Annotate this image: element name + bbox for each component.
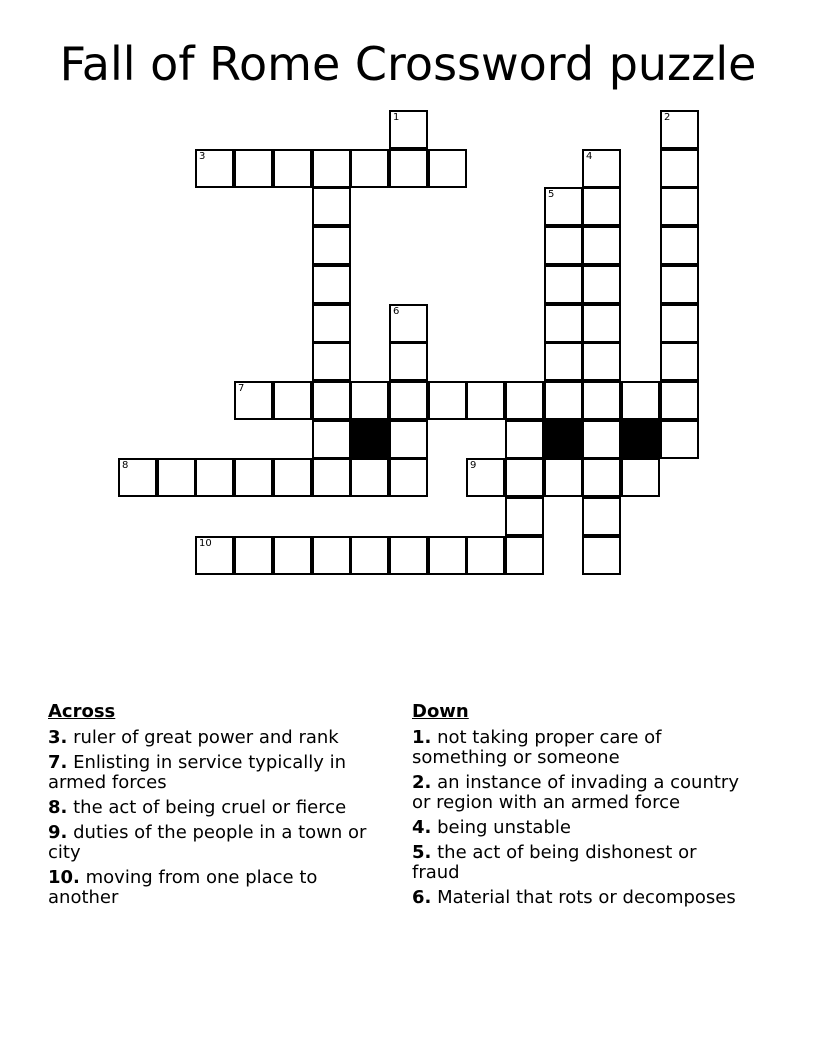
clue-text: being unstable: [437, 817, 571, 838]
grid-cell[interactable]: [428, 381, 467, 420]
grid-cell[interactable]: [660, 110, 699, 149]
grid-cell[interactable]: [544, 342, 583, 381]
grid-cell[interactable]: [350, 381, 389, 420]
grid-cell[interactable]: [466, 536, 505, 575]
clue-across-3: [48, 728, 378, 748]
grid-cell[interactable]: [118, 458, 157, 497]
clue-text: not taking proper care of something or someone: [412, 727, 662, 768]
black-cell: [350, 420, 389, 459]
clue-number-label: 2: [664, 112, 671, 123]
grid-cell[interactable]: [389, 381, 428, 420]
grid-cell[interactable]: [660, 420, 699, 459]
clue-number-label: 6: [393, 306, 400, 317]
grid-cell[interactable]: [389, 149, 428, 188]
grid-cell[interactable]: [544, 458, 583, 497]
clue-number: 5.: [412, 842, 432, 863]
grid-cell[interactable]: [273, 381, 312, 420]
grid-cell[interactable]: [389, 458, 428, 497]
grid-cell[interactable]: [234, 149, 273, 188]
grid-cell[interactable]: [582, 420, 621, 459]
clue-text: duties of the people in a town or city: [48, 822, 367, 863]
grid-cell[interactable]: [195, 536, 234, 575]
grid-cell[interactable]: [350, 458, 389, 497]
grid-cell[interactable]: [660, 381, 699, 420]
grid-cell[interactable]: [544, 187, 583, 226]
grid-cell[interactable]: [660, 342, 699, 381]
grid-cell[interactable]: [660, 265, 699, 304]
grid-cell[interactable]: [660, 149, 699, 188]
grid-cell[interactable]: [234, 536, 273, 575]
grid-cell[interactable]: [234, 381, 273, 420]
grid-cell[interactable]: [312, 458, 351, 497]
grid-cell[interactable]: [312, 304, 351, 343]
grid-cell[interactable]: [273, 149, 312, 188]
clue-number-label: 1: [393, 112, 400, 123]
clue-down-2: [412, 773, 742, 813]
grid-cell[interactable]: [350, 149, 389, 188]
grid-cell[interactable]: [195, 149, 234, 188]
clue-down-1: [412, 728, 742, 768]
clue-across-9: [48, 823, 378, 863]
clue-number: 1.: [412, 727, 432, 748]
grid-cell[interactable]: [660, 226, 699, 265]
black-cell: [621, 420, 660, 459]
grid-cell[interactable]: [621, 381, 660, 420]
clue-number: 6.: [412, 887, 432, 908]
grid-cell[interactable]: [466, 458, 505, 497]
clue-across-8: [48, 798, 378, 818]
clue-down-6: [412, 888, 742, 908]
clue-across-7: [48, 753, 378, 793]
grid-cell[interactable]: [582, 149, 621, 188]
grid-cell[interactable]: [505, 420, 544, 459]
clue-number: 8.: [48, 797, 68, 818]
black-cell: [544, 420, 583, 459]
grid-cell[interactable]: [312, 381, 351, 420]
clue-number-label: 5: [548, 189, 555, 200]
grid-cell[interactable]: [312, 226, 351, 265]
grid-cell[interactable]: [312, 536, 351, 575]
grid-cell[interactable]: [312, 420, 351, 459]
grid-cell[interactable]: [389, 304, 428, 343]
clue-text: Enlisting in service typically in armed forces: [48, 752, 347, 793]
clue-text: the act of being cruel or fierce: [73, 797, 347, 818]
grid-cell[interactable]: [466, 381, 505, 420]
grid-cell[interactable]: [660, 304, 699, 343]
grid-cell[interactable]: [621, 458, 660, 497]
down-heading: Down: [412, 701, 469, 722]
grid-cell[interactable]: [389, 536, 428, 575]
clue-number-label: 9: [470, 460, 477, 471]
clue-number: 7.: [48, 752, 68, 773]
clue-text: ruler of great power and rank: [73, 727, 339, 748]
grid-cell[interactable]: [505, 536, 544, 575]
clue-text: Material that rots or decomposes: [437, 887, 736, 908]
grid-cell[interactable]: [582, 458, 621, 497]
grid-cell[interactable]: [582, 536, 621, 575]
across-heading: Across: [48, 701, 116, 722]
clue-number: 2.: [412, 772, 432, 793]
clue-text: an instance of invading a country or region with an armed force: [412, 772, 739, 813]
grid-cell[interactable]: [582, 187, 621, 226]
grid-cell[interactable]: [273, 458, 312, 497]
grid-cell[interactable]: [582, 342, 621, 381]
clue-number: 9.: [48, 822, 68, 843]
grid-cell[interactable]: [582, 381, 621, 420]
clue-number-label: 3: [199, 151, 206, 162]
clue-number-label: 7: [238, 383, 245, 394]
clue-number-label: 8: [122, 460, 129, 471]
grid-cell[interactable]: [505, 381, 544, 420]
clue-down-5: [412, 843, 742, 883]
grid-cell[interactable]: [312, 187, 351, 226]
grid-cell[interactable]: [312, 149, 351, 188]
clue-across-10: [48, 868, 378, 908]
grid-cell[interactable]: [428, 536, 467, 575]
down-clues: [412, 702, 742, 913]
page-title: Fall of Rome Crossword puzzle: [59, 37, 757, 91]
grid-cell[interactable]: [544, 265, 583, 304]
grid-cell[interactable]: [582, 497, 621, 536]
clue-number: 3.: [48, 727, 68, 748]
grid-cell[interactable]: [582, 304, 621, 343]
grid-cell[interactable]: [544, 304, 583, 343]
grid-cell[interactable]: [544, 381, 583, 420]
grid-cell[interactable]: [505, 497, 544, 536]
grid-cell[interactable]: [312, 342, 351, 381]
clue-number: 10.: [48, 867, 80, 888]
grid-cell[interactable]: [428, 149, 467, 188]
grid-cell[interactable]: [505, 458, 544, 497]
grid-cell[interactable]: [312, 265, 351, 304]
across-clues: [48, 702, 378, 913]
clue-text: the act of being dishonest or fraud: [412, 842, 697, 883]
grid-cell[interactable]: [389, 110, 428, 149]
grid-cell[interactable]: [389, 420, 428, 459]
clue-number-label: 4: [586, 151, 593, 162]
grid-cell[interactable]: [273, 536, 312, 575]
grid-cell[interactable]: [157, 458, 196, 497]
grid-cell[interactable]: [389, 342, 428, 381]
clue-down-4: [412, 818, 742, 838]
grid-cell[interactable]: [350, 536, 389, 575]
grid-cell[interactable]: [660, 187, 699, 226]
grid-cell[interactable]: [195, 458, 234, 497]
grid-cell[interactable]: [582, 265, 621, 304]
grid-cell[interactable]: [544, 226, 583, 265]
clue-text: moving from one place to another: [48, 867, 318, 908]
grid-cell[interactable]: [234, 458, 273, 497]
clue-number-label: 10: [199, 538, 212, 549]
grid-cell[interactable]: [582, 226, 621, 265]
clue-number: 4.: [412, 817, 432, 838]
